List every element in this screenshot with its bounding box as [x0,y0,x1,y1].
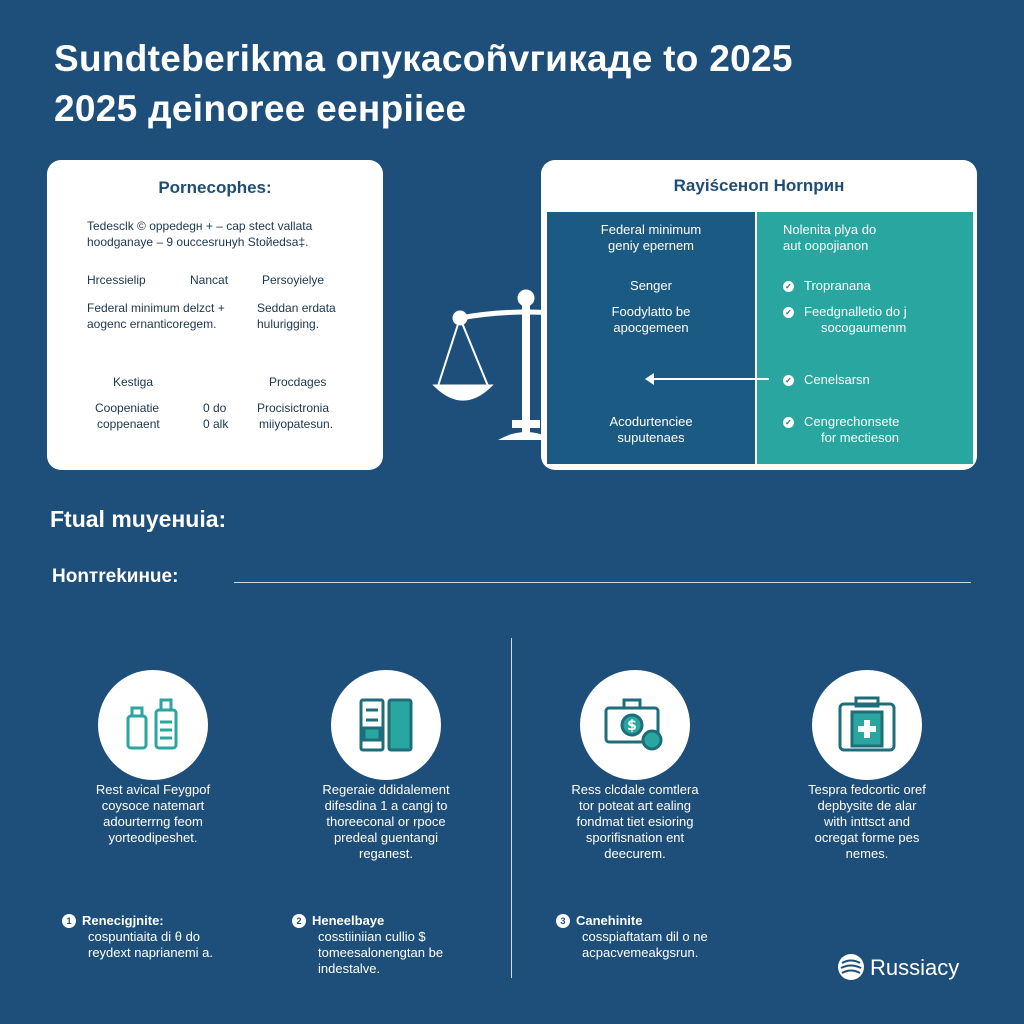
feature-money-circle [580,670,690,780]
right-col-item5-line2: for mectieson [821,430,900,445]
step-3-line1: cosspiaftatam dil o ne [582,929,708,944]
step-2-line2: tomeesalonengtan be [318,945,444,960]
step-2 [292,913,502,977]
right-col-item5 [783,414,899,430]
sub-heading: Honтrekинuе: [52,566,179,587]
section-heading: Ftual muyeнuia: [50,506,227,532]
left-col-item3-line2: apocgemeen [613,320,689,335]
right-col-item1-line2: aut oopojianon [783,238,869,253]
step-1-line1: cospuntiaita di θ do [88,929,201,944]
right-col-item4-label: Cenelsarsn [804,372,870,387]
step-number-badge: 1 [62,914,76,928]
feature-3-line5: deecurem. [604,846,666,861]
check-icon: ✓ [783,375,794,386]
feature-caption-2 [286,782,486,862]
feature-2-line5: regaпest. [358,846,413,861]
arrow-left-icon [645,373,654,385]
feature-4-line1: Tespra fedcortic oref [808,782,926,797]
svg-text:$: $ [627,718,637,734]
step-1-title: Renecigjnite: [82,913,164,928]
step-number-badge: 2 [292,914,306,928]
principles-row1-right-line1: Seddan erdata [257,301,336,315]
regulation-right-column [757,212,973,464]
feature-caption-4 [767,782,967,862]
arrow-line [649,378,769,380]
principles-row2-mid-line1: 0 do [203,401,227,415]
left-col-item4-line1: Acodurtenciee [609,414,693,429]
feature-2-line4: predeal guentangi [333,830,439,845]
regulation-card-title: Raуiśсеноп Hornрин [673,176,845,195]
feature-bottles-circle [98,670,208,780]
heading-divider [234,582,971,583]
principles-row1-left-line1: Federal minimum delzct + [87,301,225,315]
principles-row1-right-line2: hulurigging. [257,317,320,331]
principles-intro-line1: Tedesclk © oppedegн + – cap stect vallata [87,219,313,233]
step-2-line1: cosstiiniian cullio $ [318,929,426,944]
left-col-item1-line1: Federal minimum [600,222,702,237]
feature-1-line2: coysoce natemart [101,798,205,813]
right-col-item3-line1: Feedgnalletio do j [804,304,907,319]
step-3 [556,913,776,961]
money-icon [600,690,670,760]
right-col-item1-line1: Nolenita plya do [783,222,877,237]
page-title [54,34,994,134]
feature-3-line4: sporifisnation ent [585,830,685,845]
step-2-line3: indestalve. [318,961,381,976]
right-col-item2-label: Tropranana [804,278,871,293]
feature-medical-circle [812,670,922,780]
right-col-item2 [783,278,871,294]
principles-intro-line2: hoodganaye – 9 ouccesruнуh Stoйedsa‡. [87,235,309,249]
globe-icon [838,954,864,980]
principles-label-right: Procdages [269,375,327,389]
feature-documents-circle [331,670,441,780]
bottles-icon [118,690,188,760]
feature-3-line2: tor poteat art ealing [578,798,692,813]
principles-header-3: Persoyielye [262,273,325,287]
step-3-line2: acpacvemeakgsrun. [582,945,699,960]
left-col-item4-line2: suputenaes [617,430,685,445]
left-col-item1-line2: geniy epernem [608,238,694,253]
step-number-badge: 3 [556,914,570,928]
page-title-line2: 2025 деinoree еенрiiее [54,88,467,129]
medical-kit-icon [832,690,902,760]
feature-caption-3 [535,782,735,862]
regulation-left-column [547,212,755,464]
feature-1-line1: Rest avical Feygpof [95,782,211,797]
right-col-item3 [783,304,907,320]
principles-header-2: Nancat [190,273,229,287]
regulation-card [541,160,977,470]
feature-4-line5: nemes. [845,846,889,861]
check-icon: ✓ [783,307,794,318]
page-title-line1: Sundteberikma опукасоñvгикаде to 2025 [54,38,793,79]
principles-header-1: Hrcessielip [87,273,146,287]
feature-1-line3: adourterrng feom [103,814,203,829]
check-icon: ✓ [783,281,794,292]
right-col-item4 [783,372,870,388]
principles-card-title: Pornecophes: [158,178,272,197]
right-col-item5-line1: Cengrechonsete [804,414,900,429]
documents-icon [351,690,421,760]
feature-2-line3: thoreeconal or rpoce [326,814,446,829]
step-3-title: Canehinite [576,913,643,928]
principles-label-left: Kestiga [113,375,154,389]
step-1-line2: reydext naprianemi a. [88,945,214,960]
feature-4-line2: depbysite de alar [817,798,917,813]
feature-1-line4: yorteodipeshet. [108,830,198,845]
principles-row2-mid-line2: 0 alk [203,417,229,431]
left-col-item3-line1: Foodylatto be [611,304,691,319]
brand-logo [838,954,959,981]
check-icon: ✓ [783,417,794,428]
feature-4-line4: ocregat forme pes [814,830,920,845]
principles-row2-right-line1: Procisictronia [257,401,330,415]
step-1 [62,913,262,961]
right-col-item3-line2: socogaumenm [821,320,907,335]
left-col-item2: Senger [630,278,672,293]
vertical-divider [511,638,512,978]
feature-2-line1: Regeraie ddidalement [322,782,450,797]
principles-row2-left-line2: coppenaent [97,417,160,431]
feature-3-line1: Ress clcdale comtlera [571,782,699,797]
feature-4-line3: with inttsct and [824,814,910,829]
feature-3-line3: fondmat tiet esioring [576,814,694,829]
brand-name: Russiacy [870,955,960,980]
principles-row2-right-line2: miiyopatesun. [259,417,334,431]
principles-card [47,160,383,470]
feature-caption-1 [53,782,253,846]
feature-2-line2: difesdina 1 a cangj to [324,798,448,813]
principles-row1-left-line2: aogenc ernanticoregem. [87,317,217,331]
step-2-title: Heneelbaye [312,913,385,928]
principles-row2-left-line1: Coopeniatie [95,401,160,415]
